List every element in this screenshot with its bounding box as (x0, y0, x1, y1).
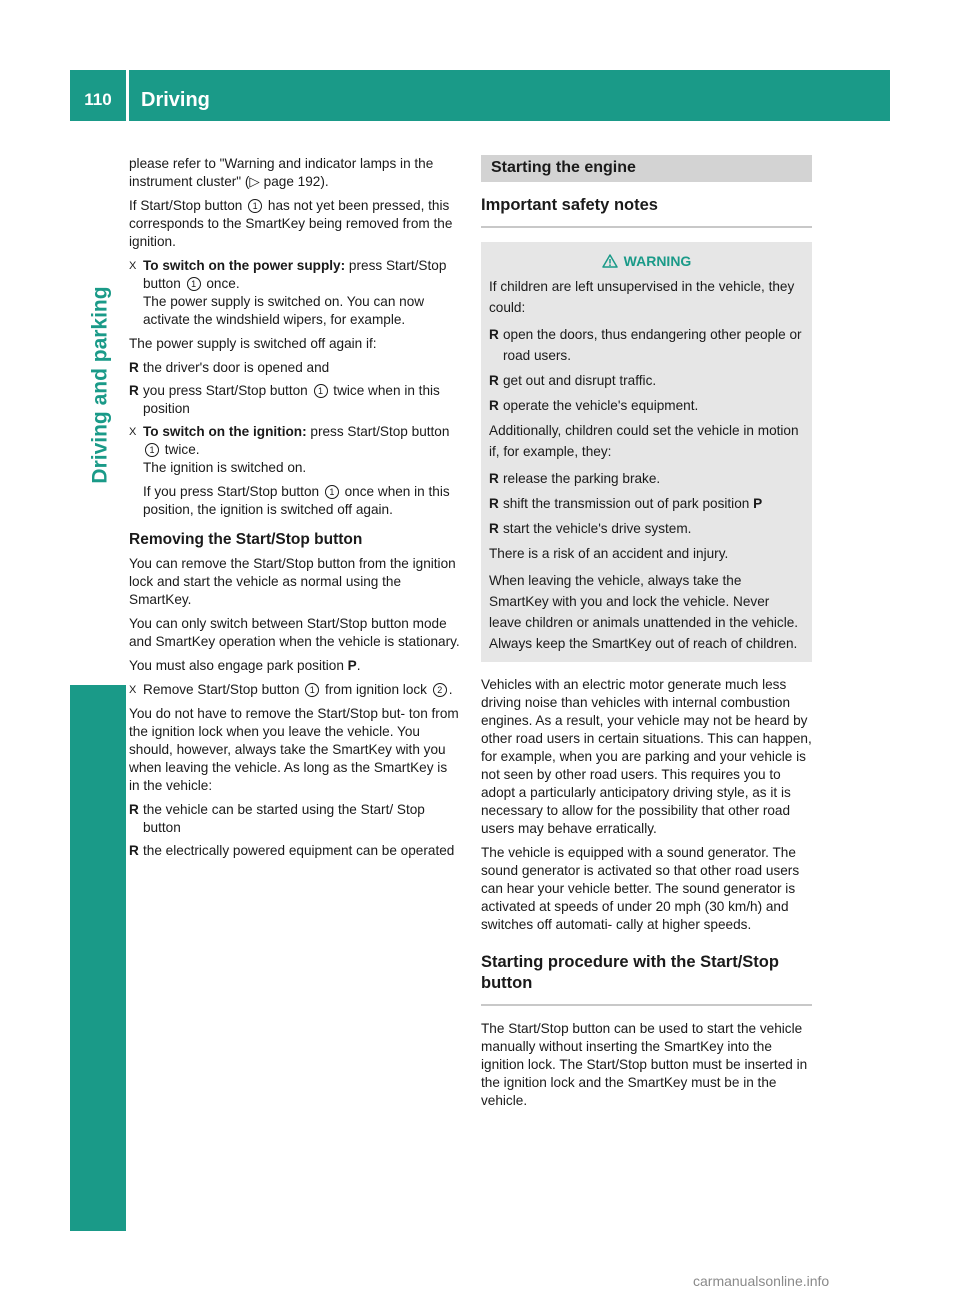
side-section-label-text: Driving and parking (89, 286, 113, 484)
list-item: R operate the vehicle's equipment. (489, 395, 804, 416)
list-item: R get out and disrupt traffic. (489, 370, 804, 391)
list-item: R open the doors, thus endangering other people or road users. (489, 324, 804, 366)
action-note: If you press Start/Stop button 1 once when in this position, the ignition is switched off again. (143, 484, 450, 517)
watermark: carmanualsonline.info (693, 1273, 830, 1289)
callout-2-icon: 2 (433, 683, 447, 697)
side-section-label (84, 100, 118, 670)
paragraph-electric-noise: Vehicles with an electric motor generate much less driving noise than vehicles with internal combustion engines. As a result, your vehicle may not be heard by other road users in certain situations. This can happen, for example, when you are parking and your vehicle is not seen by other road users. This requires you to adopt a particularly anticipatory driving style, as it is necessary to allow for the possibility that other road users may behave erratically. (481, 677, 812, 836)
action-result: The ignition is switched on. (143, 460, 307, 475)
bullet-icon: R (129, 360, 139, 375)
list-item: R release the parking brake. (489, 468, 804, 489)
bullet-icon: R (489, 373, 499, 388)
bullet-icon: R (489, 327, 499, 342)
heading-starting-procedure: Starting procedure with the Start/Stop button (481, 952, 812, 1006)
list-item: R the driver's door is opened and (129, 360, 330, 375)
bullet-icon: R (489, 496, 499, 511)
right-column (481, 155, 812, 1116)
paragraph-smartkey: You do not have to remove the Start/Stop but- ton from the ignition lock when you leave the vehicle. You should, however, always take the SmartKey with you when leaving the vehicle. As long as the SmartKey is in the vehicle: (129, 706, 459, 793)
paragraph-sound-generator: The vehicle is equipped with a sound generator. The sound generator is activated so that other road users can hear your vehicle better. The sound generator is activated at speeds of under 20 mph (30 km/h) and switches off automati- cally at higher speeds. (481, 845, 800, 932)
left-column (129, 155, 460, 865)
warning-text: If children are left unsupervised in the vehicle, they could: (489, 279, 795, 315)
chapter-title: Driving (141, 89, 210, 111)
warning-label: WARNING (623, 253, 692, 269)
callout-1-icon: 1 (305, 683, 319, 697)
paragraph-start-stop-usage: The Start/Stop button can be used to start the vehicle manually without inserting the SmartKey into the ignition lock. The Start/Stop button must be inserted in the ignition lock and the SmartKey must be in the vehicle. (481, 1021, 808, 1108)
page-number: 110 (84, 90, 112, 109)
callout-1-icon: 1 (187, 277, 201, 291)
action-ignition: X To switch on the ignition: press Start/Stop button 1 twice. The ignition is switched on. (129, 424, 450, 475)
warning-box (481, 242, 812, 662)
heading-safety-notes: Important safety notes (481, 195, 812, 228)
callout-1-icon: 1 (314, 384, 328, 398)
header-divider (126, 70, 129, 121)
section-title: Starting the engine (481, 155, 812, 182)
bullet-icon: R (129, 383, 139, 398)
warning-text: Additionally, children could set the vehicle in motion if, for example, they: (489, 423, 799, 459)
callout-1-icon: 1 (248, 199, 262, 213)
page-ref-arrow-icon: ▷ (249, 174, 260, 189)
list-item: R the electrically powered equipment can be operated (129, 843, 455, 858)
list-item: R the vehicle can be started using the Start/ Stop button (129, 802, 425, 835)
action-remove-button: X Remove Start/Stop button 1 from ignition lock 2 . (129, 682, 453, 697)
warning-text: When leaving the vehicle, always take the SmartKey with you and lock the vehicle. Never leave children or animals unattended in the vehicle. Always keep the SmartKey out of reach of children. (489, 573, 799, 651)
bullet-icon: R (489, 521, 499, 536)
action-result: The power supply is switched on. You can now activate the windshield wipers, for example. (143, 294, 425, 327)
action-power-supply: X To switch on the power supply: press Start/Stop button 1 once. The power supply is switched on. You can now activate the windshield wipers, for example. (129, 258, 447, 327)
side-tab (70, 685, 126, 1231)
bullet-icon: R (489, 398, 499, 413)
callout-1-icon: 1 (325, 485, 339, 499)
action-arrow-icon: X (129, 684, 137, 696)
callout-1-icon: 1 (145, 443, 159, 457)
warning-text: There is a risk of an accident and injury. (489, 546, 729, 561)
intro-paragraph: please refer to "Warning and indicator lamps in the instrument cluster" (▷ page 192). (129, 156, 434, 189)
list-item: R you press Start/Stop button 1 twice when in this position (129, 383, 440, 416)
warning-header (489, 252, 804, 270)
paragraph-remove: You can remove the Start/Stop button from the ignition lock and start the vehicle as normal using the SmartKey. (129, 556, 456, 607)
action-arrow-icon: X (129, 426, 137, 438)
list-item: R start the vehicle's drive system. (489, 518, 804, 539)
action-arrow-icon: X (129, 260, 137, 272)
paragraph-power-off: The power supply is switched off again if: (129, 336, 377, 351)
paragraph-park-position: You must also engage park position P. (129, 658, 361, 673)
paragraph-start-stop-not-pressed: If Start/Stop button 1 has not yet been pressed, this corresponds to the SmartKey being removed from the ignition. (129, 198, 453, 249)
bullet-icon: R (129, 843, 139, 858)
bullet-icon: R (489, 471, 499, 486)
bullet-icon: R (129, 802, 139, 817)
heading-removing-button: Removing the Start/Stop button (129, 531, 363, 548)
paragraph-switch-mode: You can only switch between Start/Stop button mode and SmartKey operation when the vehicle is stationary. (129, 616, 460, 649)
warning-triangle-icon (602, 254, 618, 268)
list-item: R shift the transmission out of park position P (489, 493, 804, 514)
